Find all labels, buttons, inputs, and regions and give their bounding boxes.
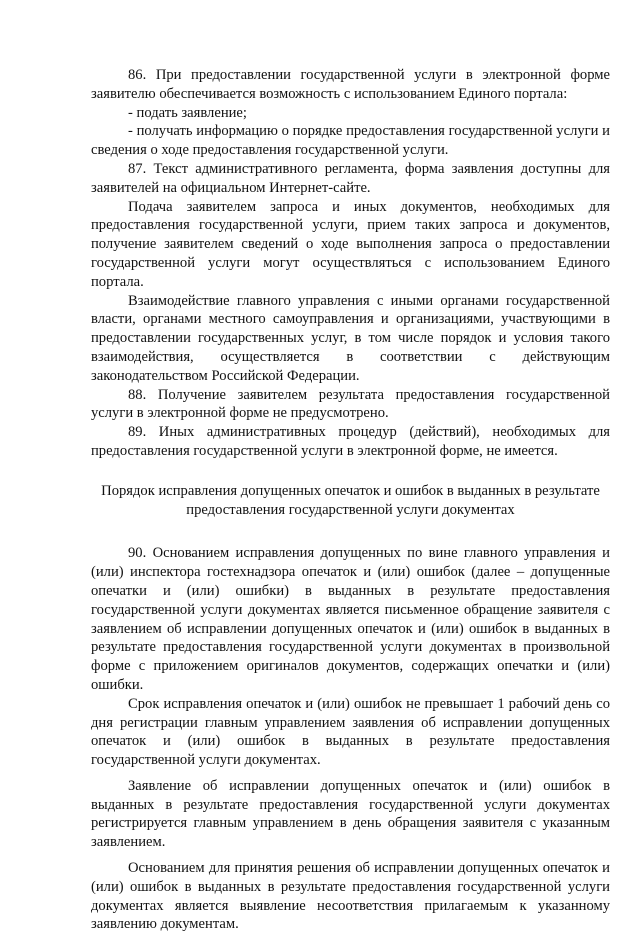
list-item-submit-application: - подать заявление;: [128, 104, 247, 121]
document-page: [91, 66, 610, 934]
paragraph-correction-term: Срок исправления опечаток и (или) ошибок не превышает 1 рабочий день со дня регистрации главным управлением заявления об исправлении допущенных опечаток и (или) ошибок в выданных в результате предоставления государственной услуги документах.: [91, 695, 610, 769]
paragraph-87: 87. Текст административного регламента, форма заявления доступны для заявителей на официальном Интернет-сайте.: [91, 160, 610, 196]
paragraph-88: 88. Получение заявителем результата предоставления государственной услуги в электронной форме не предусмотрено.: [91, 386, 610, 422]
paragraph-request-submission: Подача заявителем запроса и иных документов, необходимых для предоставления государственной услуги, прием таких запроса и документов, получение заявителем сведений о ходе выполнения запроса о предоставлении государственной услуги могут осуществляться с использованием Единого портала.: [91, 198, 610, 290]
paragraph-application-registration: Заявление об исправлении допущенных опечаток и (или) ошибок в выданных в результате предоставления государственной услуги документах регистрируется главным управлением в день обращения заявителя с указанным заявлением.: [91, 777, 610, 851]
section-heading: Порядок исправления допущенных опечаток и ошибок в выданных в результате предоставления государственной услуги документах: [101, 482, 600, 518]
paragraph-86: 86. При предоставлении государственной услуги в электронной форме заявителю обеспечивается возможность с использованием Единого портала:: [91, 67, 610, 102]
paragraph-interaction: Взаимодействие главного управления с иными органами государственной власти, органами местного самоуправления и организациями, участвующими в предоставлении государственных услуг, в том числе порядок и условия такого взаимодействия, осуществляется в соответствии с действующим законодательством Российской Федерации.: [91, 292, 610, 384]
paragraph-89: 89. Иных административных процедур (действий), необходимых для предоставления государственной услуги в электронной форме, не имеется.: [91, 424, 610, 459]
paragraph-correction-grounds: Основанием для принятия решения об исправлении допущенных опечаток и (или) ошибок в выданных в результате предоставления государственной услуги документах является выявление несоответствия прилагаемым к указанному заявлению документам.: [91, 860, 610, 933]
paragraph-90: 90. Основанием исправления допущенных по вине главного управления и (или) инспектора гостехнадзора опечаток и (или) ошибок (далее – допущенные опечатки и (или) ошибки) в выданных в результате предоставления государственной услуги документах является письменное обращение заявителя с заявлением об исправлении допущенных опечаток и (или) ошибок в выданных в результате предоставления государственной услуги документах в произвольной форме с приложением оригиналов документов, содержащих опечатки и (или) ошибки.: [91, 545, 610, 693]
list-item-receive-information: - получать информацию о порядке предоставления государственной услуги и сведения о ходе предоставления государственной услуги.: [91, 123, 610, 159]
